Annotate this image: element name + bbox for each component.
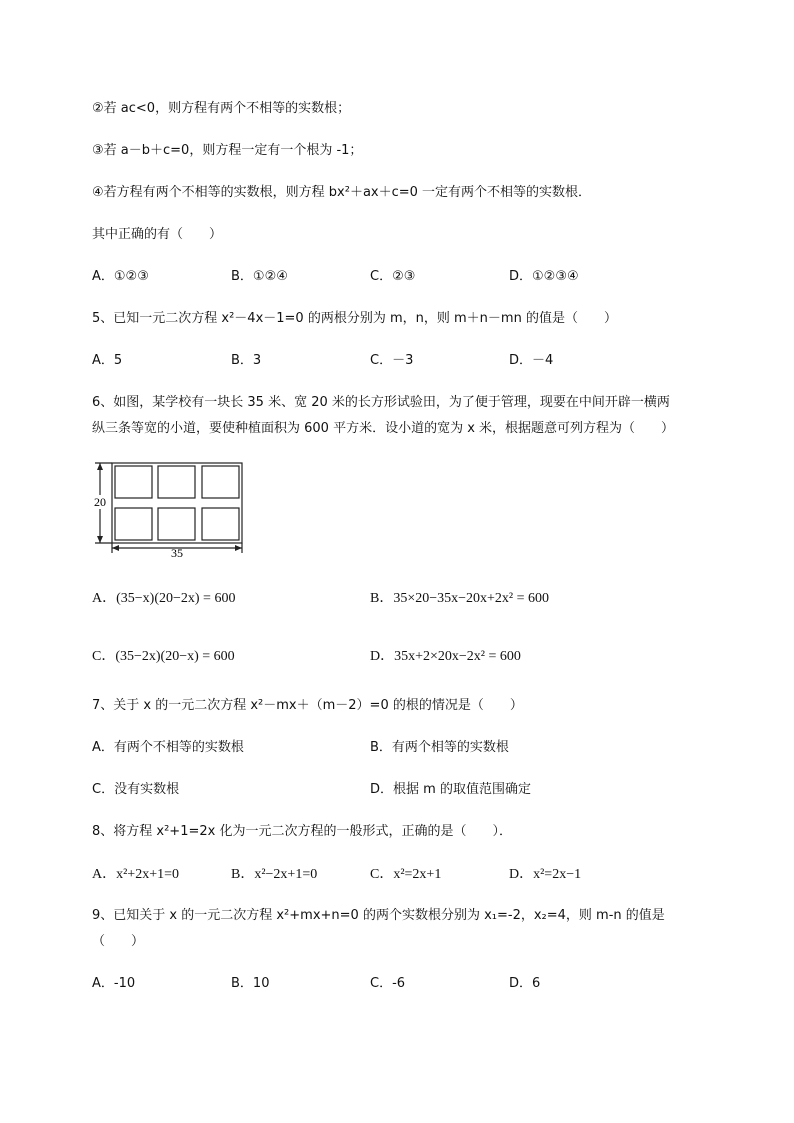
q4-prompt: 其中正确的有（ ） bbox=[92, 227, 223, 242]
q9-option-a: A．-10 bbox=[92, 976, 136, 991]
q8-option-b: B．x²−2x+1=0 bbox=[231, 867, 318, 882]
statement-4: ④若方程有两个不相等的实数根，则方程 bx²＋ax＋c=0 一定有两个不相等的实数根． bbox=[92, 185, 592, 200]
q6-option-a: A．(35−x)(20−2x) = 600 bbox=[92, 591, 236, 606]
q6-stem-line1: 6、如图，某学校有一块长 35 米、宽 20 米的长方形试验田，为了便于管理，现要在中间开辟一横两 bbox=[92, 395, 670, 410]
statement-3: ③若 a－b＋c=0，则方程一定有一个根为 -1； bbox=[92, 143, 363, 158]
plot bbox=[158, 508, 195, 540]
q6-option-d: D．35x+2×20x−2x² = 600 bbox=[370, 649, 521, 664]
q7-option-a: A．有两个不相等的实数根 bbox=[92, 740, 244, 755]
q9-stem-line2: （ ） bbox=[92, 934, 145, 949]
q5-option-a: A．5 bbox=[92, 353, 123, 368]
height-label: 20 bbox=[94, 495, 106, 509]
q4-option-c: C．②③ bbox=[370, 269, 416, 284]
q4-option-b: B．①②④ bbox=[231, 269, 288, 284]
plot bbox=[115, 466, 152, 498]
q8-option-c: C．x²=2x+1 bbox=[370, 867, 442, 882]
q6-option-c: C．(35−2x)(20−x) = 600 bbox=[92, 649, 235, 664]
plot bbox=[158, 466, 195, 498]
q8-option-d: D．x²=2x−1 bbox=[509, 867, 582, 882]
q7-option-c: C．没有实数根 bbox=[92, 782, 180, 797]
q5-option-c: C．－3 bbox=[370, 353, 414, 368]
q7-stem: 7、关于 x 的一元二次方程 x²－mx＋（m－2）=0 的根的情况是（ ） bbox=[92, 698, 523, 713]
statement-2: ②若 ac<0，则方程有两个不相等的实数根； bbox=[92, 101, 351, 116]
plot bbox=[202, 508, 239, 540]
field-diagram bbox=[92, 458, 252, 558]
q9-stem-line1: 9、已知关于 x 的一元二次方程 x²+mx+n=0 的两个实数根分别为 x₁=-2，x₂=4，则 m-n 的值是 bbox=[92, 908, 665, 923]
width-label: 35 bbox=[171, 546, 183, 558]
q5-stem: 5、已知一元二次方程 x²－4x－1=0 的两根分别为 m，n，则 m＋n－mn 的值是（ ） bbox=[92, 311, 617, 326]
q4-option-a: A．①②③ bbox=[92, 269, 149, 284]
q9-option-c: C．-6 bbox=[370, 976, 406, 991]
q9-option-d: D．6 bbox=[509, 976, 541, 991]
q7-option-b: B．有两个相等的实数根 bbox=[370, 740, 509, 755]
plot bbox=[202, 466, 239, 498]
q7-option-d: D．根据 m 的取值范围确定 bbox=[370, 782, 531, 797]
q4-option-d: D．①②③④ bbox=[509, 269, 579, 284]
plot bbox=[115, 508, 152, 540]
q6-option-b: B．35×20−35x−20x+2x² = 600 bbox=[370, 591, 550, 606]
q5-option-d: D．－4 bbox=[509, 353, 554, 368]
q5-option-b: B．3 bbox=[231, 353, 262, 368]
q8-stem: 8、将方程 x²+1=2x 化为一元二次方程的一般形式，正确的是（ ）． bbox=[92, 824, 512, 839]
field-outline bbox=[112, 463, 242, 543]
q6-stem-line2: 纵三条等宽的小道，要使种植面积为 600 平方米．设小道的宽为 x 米，根据题意可列方程为（ ） bbox=[92, 421, 675, 436]
q9-option-b: B．10 bbox=[231, 976, 270, 991]
q8-option-a: A．x²+2x+1=0 bbox=[92, 867, 179, 882]
